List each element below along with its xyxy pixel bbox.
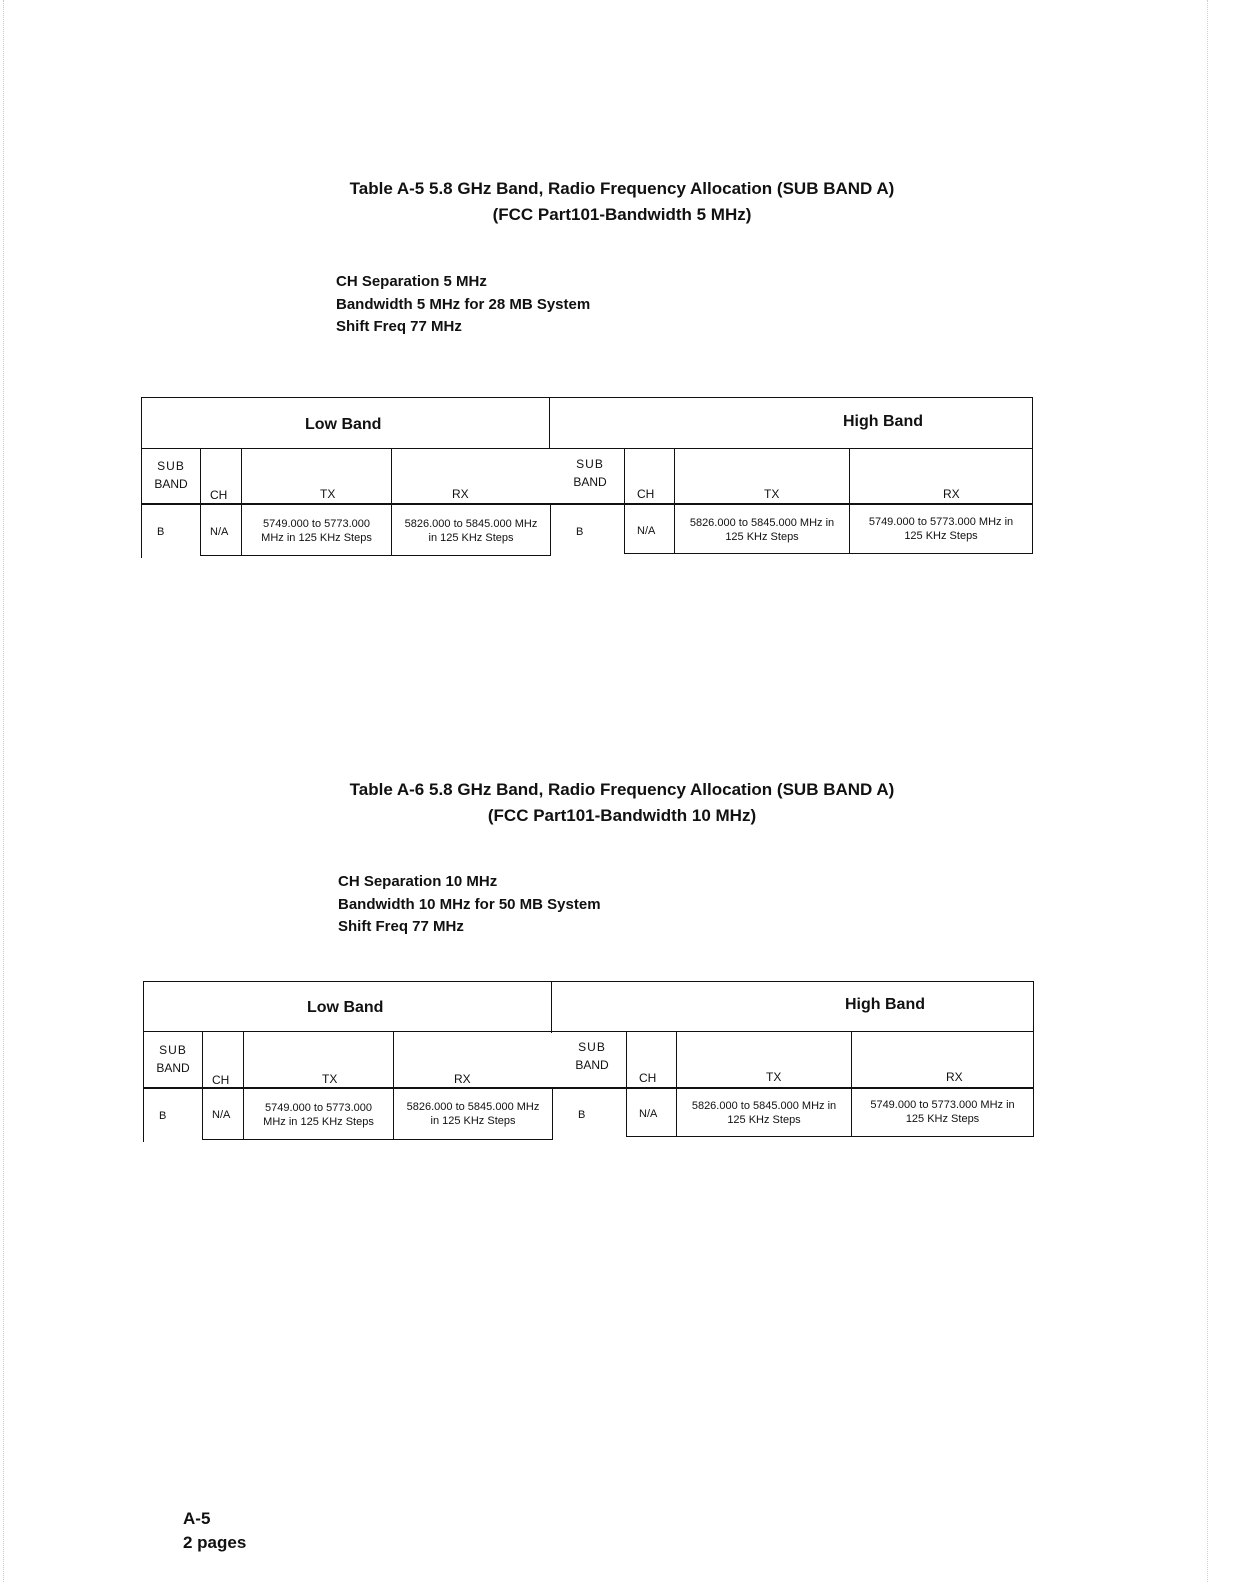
header-text: SUB — [159, 1043, 187, 1057]
high-tx-value — [675, 516, 849, 544]
cell-line: MHz in 125 KHz Steps — [261, 532, 372, 544]
high-sub-band-header — [558, 1040, 626, 1072]
rule — [624, 553, 1033, 554]
high-ch-header: CH — [637, 487, 655, 501]
high-rx-header: RX — [943, 487, 960, 501]
cell-line: 125 KHz Steps — [905, 1113, 980, 1125]
high-tx-header: TX — [766, 1070, 782, 1084]
rule — [551, 981, 552, 1033]
header-text: BAND — [156, 1061, 190, 1075]
table-a5-specs — [336, 271, 590, 339]
rule — [626, 1032, 627, 1137]
cell-line: MHz in 125 KHz Steps — [263, 1116, 374, 1128]
rule — [626, 1136, 1034, 1137]
table-a6-specs — [338, 871, 601, 939]
table-a6-title-line1: Table A-6 5.8 GHz Band, Radio Frequency Allocation (SUB BAND A) — [349, 780, 895, 799]
low-rx-value — [392, 517, 550, 545]
cell-line: in 125 KHz Steps — [428, 532, 514, 544]
high-sub-band-value: B — [578, 1109, 586, 1121]
spec-bandwidth: Bandwidth 10 MHz for 50 MB System — [338, 895, 601, 913]
high-rx-header: RX — [946, 1070, 963, 1084]
cell-line: 5749.000 to 5773.000 — [262, 518, 371, 530]
low-rx-header: RX — [454, 1072, 471, 1086]
table-a5-title-line2: (FCC Part101-Bandwidth 5 MHz) — [492, 205, 752, 224]
low-tx-value — [244, 1101, 393, 1129]
rule — [624, 448, 625, 554]
low-tx-header: TX — [322, 1072, 338, 1086]
cell-line: 5749.000 to 5773.000 MHz in — [870, 1099, 1015, 1111]
rule — [552, 1088, 553, 1140]
low-ch-value: N/A — [210, 526, 229, 538]
rule — [202, 1032, 203, 1140]
low-sub-band-value: B — [157, 526, 165, 538]
high-tx-header: TX — [764, 487, 780, 501]
high-ch-value: N/A — [639, 1108, 658, 1120]
low-band-label: Low Band — [305, 416, 382, 433]
cell-line: 5749.000 to 5773.000 MHz in — [868, 516, 1014, 528]
page-id: A-5 — [183, 1509, 211, 1528]
rule — [1033, 981, 1034, 1137]
cell-line: 5749.000 to 5773.000 — [264, 1102, 373, 1114]
low-sub-band-header — [142, 459, 200, 491]
low-rx-header: RX — [452, 487, 469, 501]
header-text: SUB — [578, 1040, 606, 1054]
table-a6-title-line2: (FCC Part101-Bandwidth 10 MHz) — [487, 806, 757, 825]
rule — [202, 1139, 552, 1140]
low-sub-band-header — [144, 1043, 202, 1075]
rule — [549, 397, 550, 449]
cell-line: 125 KHz Steps — [727, 1114, 801, 1126]
table-a6-title — [0, 777, 1244, 829]
header-text: BAND — [575, 1058, 609, 1072]
cell-line: 125 KHz Steps — [725, 531, 799, 543]
high-band-label: High Band — [843, 413, 923, 430]
high-sub-band-value: B — [576, 526, 584, 538]
high-ch-value: N/A — [637, 525, 656, 537]
cell-line: 125 KHz Steps — [904, 530, 978, 542]
high-rx-value — [852, 1098, 1033, 1126]
rule — [141, 503, 1033, 505]
rule — [200, 555, 551, 556]
spec-shift-freq: Shift Freq 77 MHz — [336, 318, 462, 335]
rule — [143, 1087, 1034, 1089]
high-ch-header: CH — [639, 1071, 657, 1085]
spec-bandwidth: Bandwidth 5 MHz for 28 MB System — [336, 295, 591, 313]
cell-line: 5826.000 to 5845.000 MHz — [404, 518, 538, 530]
cell-line: 5826.000 to 5845.000 MHz in — [689, 517, 835, 529]
low-ch-value: N/A — [212, 1109, 231, 1121]
rule — [1032, 397, 1033, 554]
rule — [143, 1031, 1034, 1032]
table-a5-title-line1: Table A-5 5.8 GHz Band, Radio Frequency Allocation (SUB BAND A) — [349, 179, 895, 198]
page-footer — [183, 1507, 246, 1555]
rule — [550, 504, 551, 556]
high-sub-band-header — [556, 457, 624, 489]
rule — [141, 448, 1033, 449]
header-text: SUB — [576, 457, 604, 471]
cell-line: 5826.000 to 5845.000 MHz — [406, 1101, 540, 1113]
spec-ch-separation: CH Separation 5 MHz — [336, 273, 487, 290]
header-text: SUB — [157, 459, 185, 473]
high-band-label: High Band — [845, 996, 925, 1013]
cell-line: 5826.000 to 5845.000 MHz in — [691, 1100, 837, 1112]
page-count: 2 pages — [183, 1533, 247, 1552]
rule — [200, 448, 201, 556]
high-rx-value — [850, 515, 1032, 543]
header-text: BAND — [573, 475, 607, 489]
table-a5-title — [0, 176, 1244, 228]
low-ch-header: CH — [210, 488, 228, 502]
low-tx-header: TX — [320, 487, 336, 501]
spec-ch-separation: CH Separation 10 MHz — [338, 873, 498, 890]
rule — [141, 397, 1033, 398]
rule — [143, 981, 1034, 982]
cell-line: in 125 KHz Steps — [430, 1115, 516, 1127]
low-sub-band-value: B — [159, 1110, 167, 1122]
low-tx-value — [242, 517, 391, 545]
low-band-label: Low Band — [307, 999, 384, 1016]
high-tx-value — [677, 1099, 851, 1127]
low-rx-value — [394, 1100, 552, 1128]
low-ch-header: CH — [212, 1073, 230, 1087]
header-text: BAND — [154, 477, 188, 491]
spec-shift-freq: Shift Freq 77 MHz — [338, 918, 464, 935]
